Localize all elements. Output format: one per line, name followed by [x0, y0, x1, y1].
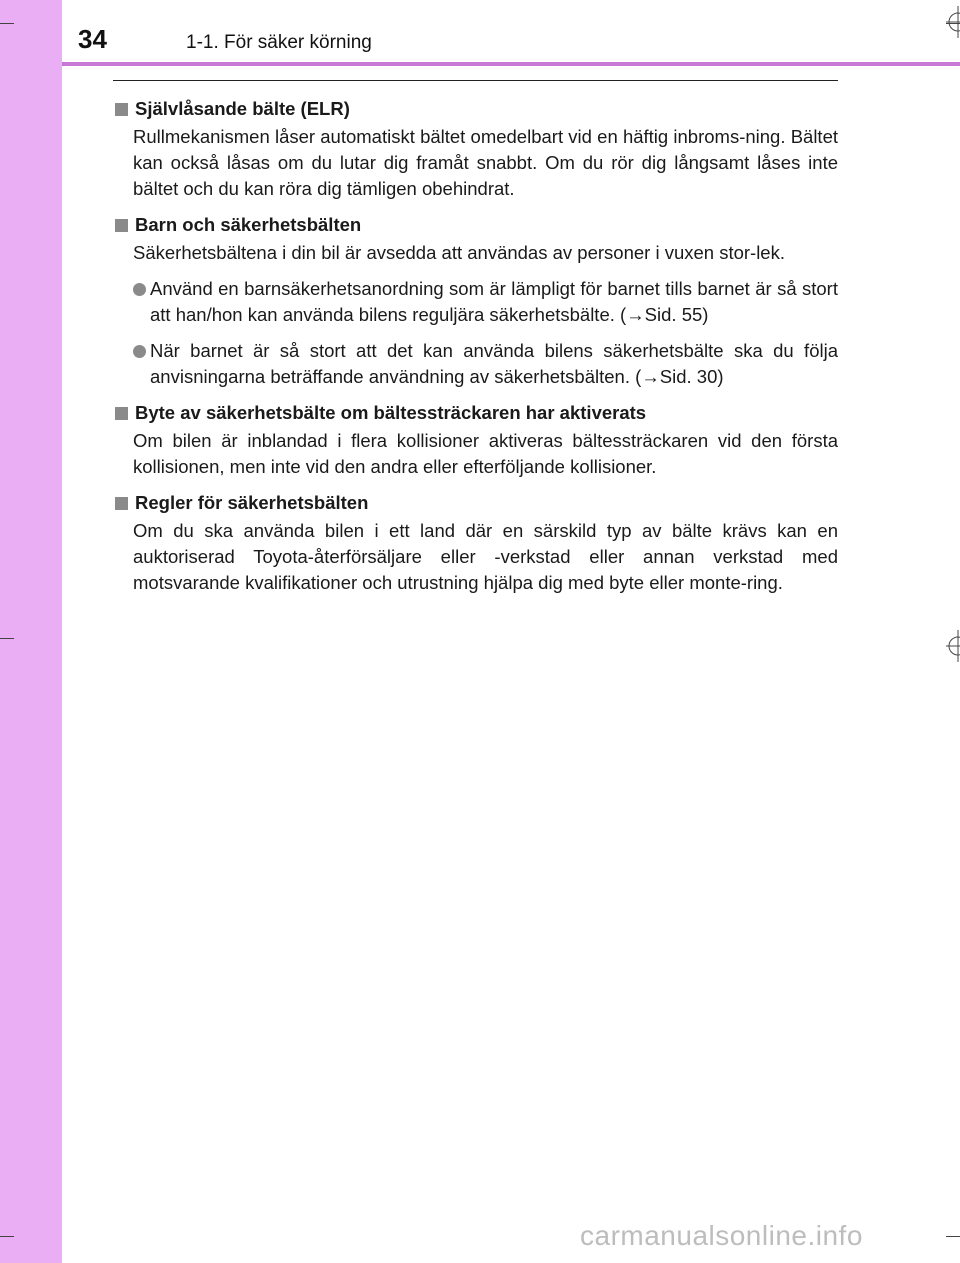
- section-heading: [113, 96, 838, 122]
- crop-mark: [946, 1236, 960, 1237]
- square-bullet-icon: [115, 219, 128, 232]
- registration-mark-icon: [940, 628, 960, 662]
- list-item: [133, 338, 838, 390]
- square-bullet-icon: [115, 103, 128, 116]
- square-bullet-icon: [115, 407, 128, 420]
- section-rules: [113, 490, 838, 596]
- list-item: [133, 276, 838, 328]
- section-heading: [113, 400, 838, 426]
- heading-text: Regler för säkerhetsbälten: [135, 492, 369, 513]
- header-divider: [113, 80, 838, 81]
- crop-mark: [0, 1236, 14, 1237]
- section-body: Rullmekanismen låser automatiskt bältet omedelbart vid en häftig inbroms-ning. Bältet kan också låsas om du lutar dig framåt snabbt. Om du rör dig långsamt låses inte bältet och du kan röra dig tämligen obehindrat.: [133, 126, 838, 199]
- list-item-text: Använd en barnsäkerhetsanordning som är lämpligt för barnet tills barnet är så stort att han/hon kan använda bilens reguljära säkerhetsbälte. (→Sid. 55): [150, 278, 838, 325]
- section-elr: [113, 96, 838, 202]
- header-accent-rule: [62, 62, 960, 66]
- watermark: carmanualsonline.info: [580, 1220, 863, 1251]
- heading-text: Barn och säkerhetsbälten: [135, 214, 362, 235]
- section-body: Om du ska använda bilen i ett land där en särskild typ av bälte krävs kan en auktoriserad Toyota-återförsäljare eller -verkstad eller annan verkstad med motsvarande kvalifikationer och utrustning hjälpa dig med byte eller monte-ring.: [133, 520, 838, 593]
- chapter-title: 1-1. För säker körning: [186, 32, 372, 53]
- square-bullet-icon: [115, 497, 128, 510]
- crop-mark: [0, 23, 14, 24]
- section-heading: [113, 490, 838, 516]
- heading-text: Byte av säkerhetsbälte om bältessträckaren har aktiverats: [135, 402, 647, 423]
- section-pretensioner: [113, 400, 838, 480]
- heading-text: Självlåsande bälte (ELR): [135, 98, 350, 119]
- page-number: 34: [78, 24, 107, 54]
- section-body: Om bilen är inblandad i flera kollisioner aktiveras bältessträckaren vid den första kollisionen, men inte vid den andra eller efterföljande kollisioner.: [133, 430, 838, 477]
- section-children: [113, 212, 838, 390]
- section-heading: [113, 212, 838, 238]
- registration-mark-icon: [940, 4, 960, 38]
- list-item-text: När barnet är så stort att det kan använda bilens säkerhetsbälte ska du följa anvisningarna beträffande användning av säkerhetsbälten. (→Sid. 30): [150, 340, 838, 387]
- round-bullet-icon: [133, 283, 146, 296]
- side-color-strip: [0, 0, 62, 1263]
- crop-mark: [0, 638, 14, 639]
- page-content: [113, 96, 838, 606]
- round-bullet-icon: [133, 345, 146, 358]
- section-body: Säkerhetsbältena i din bil är avsedda att användas av personer i vuxen stor-lek.: [133, 242, 785, 263]
